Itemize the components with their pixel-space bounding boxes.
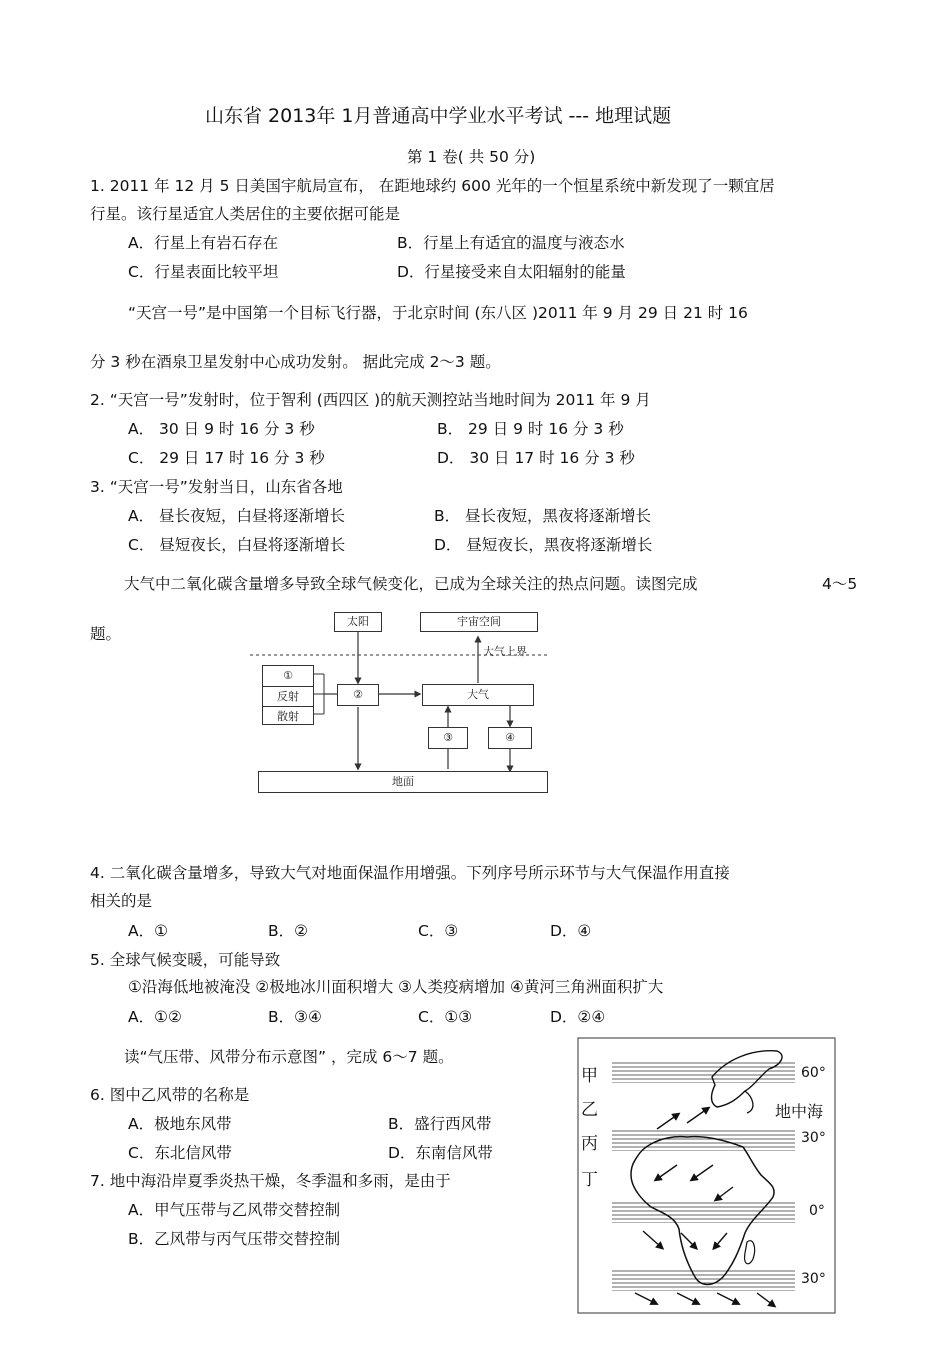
q3-option-c: C． 昼短夜长，白昼将逐渐增长: [128, 536, 346, 554]
mediterranean-label: 地中海: [775, 1102, 824, 1121]
q3-option-b: B． 昼长夜短，黑夜将逐渐增长: [434, 507, 652, 525]
q5-statements: ①沿海低地被淹没 ②极地冰川面积增大 ③人类疫病增加 ④黄河三角洲面积扩大: [128, 978, 664, 996]
q4-option-a: A．①: [128, 922, 168, 940]
q6-option-d: D．东南信风带: [388, 1144, 493, 1162]
intro-67: 读“气压带、风带分布示意图” ，完成 6～7 题。: [124, 1048, 454, 1066]
intro-45-range: 4～5: [822, 575, 858, 593]
q6-option-b: B．盛行西风带: [388, 1115, 492, 1133]
label-yi: 乙: [581, 1100, 598, 1120]
q7-stem: 7. 地中海沿岸夏季炎热干燥，冬季温和多雨，是由于: [90, 1172, 451, 1190]
q1-option-b: B．行星上有适宜的温度与液态水: [397, 234, 625, 252]
q2-option-b: B． 29 日 9 时 16 分 3 秒: [437, 420, 624, 438]
intro-45-line2: 题。: [90, 625, 122, 643]
map-graphic: [577, 1037, 837, 1315]
q7-option-b: B．乙风带与丙气压带交替控制: [128, 1230, 341, 1248]
q7-option-a: A．甲气压带与乙风带交替控制: [128, 1201, 341, 1219]
q3-option-a: A． 昼长夜短，白昼将逐渐增长: [128, 507, 346, 525]
q1-option-d: D．行星接受来自太阳辐射的能量: [397, 263, 626, 281]
ground-box: 地面: [258, 771, 548, 793]
q5-option-b: B．③④: [268, 1008, 322, 1026]
atmosphere-boundary-label: 大气上界: [483, 645, 527, 658]
q4-stem-line1: 4. 二氧化碳含量增多，导致大气对地面保温作用增强。下列序号所示环节与大气保温作用直接: [90, 864, 730, 882]
space-box: 宇宙空间: [420, 612, 538, 632]
q2-option-d: D． 30 日 17 时 16 分 3 秒: [437, 449, 635, 467]
q4-option-c: C．③: [418, 922, 459, 940]
intro-23-line1: “天宫一号”是中国第一个目标飞行器，于北京时间 (东八区 )2011 年 9 月 29 日 21 时 16: [128, 304, 748, 322]
q5-option-c: C．①③: [418, 1008, 473, 1026]
q3-option-d: D． 昼短夜长，黑夜将逐渐增长: [434, 536, 653, 554]
section-subtitle: 第 1 卷( 共 50 分): [407, 148, 536, 166]
label-circle-1: ①: [263, 666, 313, 687]
reflect-label: 反射: [263, 687, 313, 707]
box-circle-4: ④: [488, 727, 532, 749]
q1-stem-line2: 行星。该行星适宜人类居住的主要依据可能是: [90, 205, 401, 223]
q2-stem: 2. “天宫一号”发射时，位于智利 (西四区 )的航天测控站当地时间为 2011 年 9 月: [90, 391, 651, 409]
page-title: 山东省 2013年 1月普通高中学业水平考试 --- 地理试题: [205, 105, 672, 127]
box-circle-3: ③: [428, 727, 468, 749]
intro-45-line1: 大气中二氧化碳含量增多导致全球气候变化，已成为全球关注的热点问题。读图完成: [124, 575, 698, 593]
latitude-60: 60°: [801, 1065, 826, 1081]
label-ding: 丁: [581, 1170, 598, 1190]
q4-option-b: B．②: [268, 922, 309, 940]
q6-option-a: A．极地东风带: [128, 1115, 232, 1133]
q5-option-a: A．①②: [128, 1008, 182, 1026]
q1-option-a: A．行星上有岩石存在: [128, 234, 279, 252]
q5-stem: 5. 全球气候变暖，可能导致: [90, 951, 281, 969]
label-bing: 丙: [581, 1134, 598, 1154]
q6-option-c: C．东北信风带: [128, 1144, 232, 1162]
q5-option-d: D．②④: [550, 1008, 606, 1026]
q6-stem: 6. 图中乙风带的名称是: [90, 1086, 250, 1104]
q2-option-a: A． 30 日 9 时 16 分 3 秒: [128, 420, 315, 438]
box-circle-2: ②: [337, 684, 379, 706]
reflect-scatter-group: [262, 665, 314, 725]
intro-23-line2: 分 3 秒在酒泉卫星发射中心成功发射。 据此完成 2～3 题。: [90, 353, 501, 371]
latitude-30s: 30°: [801, 1271, 826, 1287]
atmosphere-box: 大气: [422, 684, 534, 706]
atmosphere-heat-diagram: [248, 607, 552, 797]
q1-stem-line1: 1. 2011 年 12 月 5 日美国宇航局宣布， 在距地球约 600 光年的一个恒星系统中新发现了一颗宜居: [90, 177, 775, 195]
q4-option-d: D．④: [550, 922, 592, 940]
scatter-label: 散射: [277, 710, 299, 723]
latitude-30n: 30°: [801, 1130, 826, 1146]
sun-box: 太阳: [334, 612, 382, 632]
q2-option-c: C． 29 日 17 时 16 分 3 秒: [128, 449, 325, 467]
label-jia: 甲: [581, 1066, 598, 1086]
pressure-wind-belt-map: [577, 1037, 837, 1315]
q4-stem-line2: 相关的是: [90, 892, 153, 910]
q1-option-c: C．行星表面比较平坦: [128, 263, 279, 281]
latitude-0: 0°: [809, 1203, 825, 1219]
q3-stem: 3. “天宫一号”发射当日，山东省各地: [90, 478, 343, 496]
